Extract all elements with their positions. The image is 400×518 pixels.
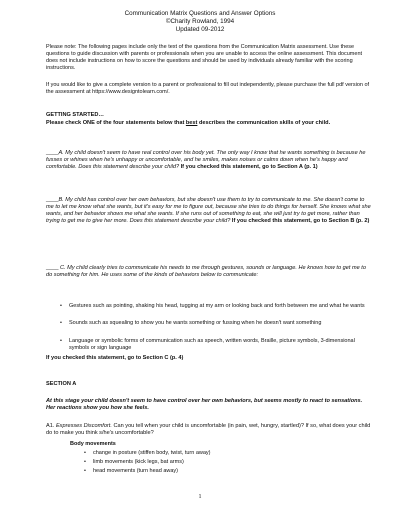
question-a1: A1. Expresses Discomfort. Can you tell when your child is uncomfortable (in pain, wet, hungry, startled)? If so, what does your child do to make you think s/he's uncomfortable? xyxy=(46,423,371,436)
statement-c-go: If you checked this statement, go to Section C (p. 4) xyxy=(46,355,184,361)
section-a-intro: At this stage your child doesn't seem to have control over her own behaviors, but seems mostly to react to sensations. Her reactions show you how she feels. xyxy=(46,398,363,411)
statement-b: ____B. My child has control over her own behaviors, but she doesn't use them to try to communicate to me. She doesn't come to me to let me know what she wants, but it's easy for me to figure out, because she tries to do things for herself. She knows what she wants, and her behavior shows me what she wants. If she runs out of something to eat, she will just try to get more, rather than trying to get me to give her more. Does this statement describe your child? If you checked this statement, go to Section B (p. 2) xyxy=(46,197,371,224)
statement-c: ____ C. My child clearly tries to communicate his needs to me through gestures, sounds or language. He knows how to get me to do something for him. He uses some of the kinds of behaviors below to communicate: xyxy=(46,265,366,278)
purchase-note: If you would like to give a complete version to a parent or professional to fill out independently, please purchase the full pdf version of the assessment at https://www.designtolearn.com/. xyxy=(46,82,370,95)
page-number: 1 xyxy=(198,494,202,500)
statement-a: ____A. My child doesn't seem to have real control over his body yet. The only way I know that he wants something is because he fusses or whines when he's unhappy or uncomfortable, and he smiles, makes noises or calms down when he's happy and comfortable. Does this statement describe your child? If you checked this statement, go to Section A (p. 1) xyxy=(46,150,366,170)
note-paragraph: Please note: The following pages include only the text of the questions from the Communication Matrix assessment. Use these questions to guide discussion with parents or professionals when you are unable to access the online assessment. This document does not include instructions on how to score the questions and should be used by individuals already familiar with the scoring instructions. xyxy=(46,44,363,71)
getting-started-heading: GETTING STARTED… xyxy=(46,112,105,118)
statement-c-blank: ____ xyxy=(46,265,59,271)
statement-a-blank: ____ xyxy=(46,150,59,156)
copyright-line: ©Charity Rowland, 1994 xyxy=(165,18,235,25)
section-a-heading: SECTION A xyxy=(46,381,77,387)
getting-started-instruction: Please check ONE of the four statements below that best describes the communication skills of your child. xyxy=(46,120,331,126)
group-title: Body movements xyxy=(70,441,116,447)
document-title: Communication Matrix Questions and Answer Options xyxy=(124,10,276,17)
statement-b-blank: ____ xyxy=(46,197,59,203)
document-page: Communication Matrix Questions and Answer Options ©Charity Rowland, 1994 Updated 09-2012 Please note: The following pages include only the text of the questions from the Communication Matrix assessment. Use these questions to guide discussion with parents or professionals when you are unable to access the online assessment. This document does not include instructions on how to score the questions and should be used by individuals already familiar with the scoring instructions. If you would like to give a complete version to a parent or professional to fill out independently, please purchase the full pdf version of the assessment at https://www.designtolearn.com/. GETTING STARTED… Please check ONE of the four statements below that best describes the communication skills of your child. ____A. My child doesn't seem to have real control over his body yet. The only way I know that he wants something is because he fusses or whines when he's unhappy or uncomfortable, and he smiles, makes noises or calms down when he's happy and comfortable. Does this statement describe your child? If you checked this statement, go to Section A (p. 1) ____B. My child has control over her own behaviors, but she doesn't use them to try to communicate to me. She doesn't come to me to let me know what she wants, but it's easy for me to figure out, because she tries to do things for herself. She knows what she wants, and her behavior shows me what she wants. If she runs out of something to eat, she will just try to get more, rather than trying to get me to give her more. Does this statement describe your child? If you checked this statement, go to Section B (p. 2) ____ C. My child clearly tries to communicate his needs to me through gestures, sounds or language. He knows how to get me to do something for him. He uses some of the kinds of behaviors below to communicate: • Gestures such as pointing, shaking his head, tugging at my arm or looking back and forth between me and what he wants • Sounds such as squealing to show you he wants something or fussing when he doesn't want something • Language or symbolic forms of communication such as speech, written words, Braille, picture symbols, 3-dimensional symbols or sign language If you checked this statement, go to Section C (p. 4) SECTION A At this stage your child doesn't seem to have control over her own behaviors, but seems mostly to react to sensations. Her reactions show you how she feels. A1. Expresses Discomfort. Can you tell when your child is uncomfortable (in pain, wet, hungry, startled)? If so, what does your child do to make you think s/he's uncomfortable? Body movements • change in posture (stiffen body, twist, turn away) • limb movements (kick legs, bat arms) • head movements (turn head away) 1 xyxy=(0,0,400,518)
updated-date: Updated 09-2012 xyxy=(175,26,225,33)
